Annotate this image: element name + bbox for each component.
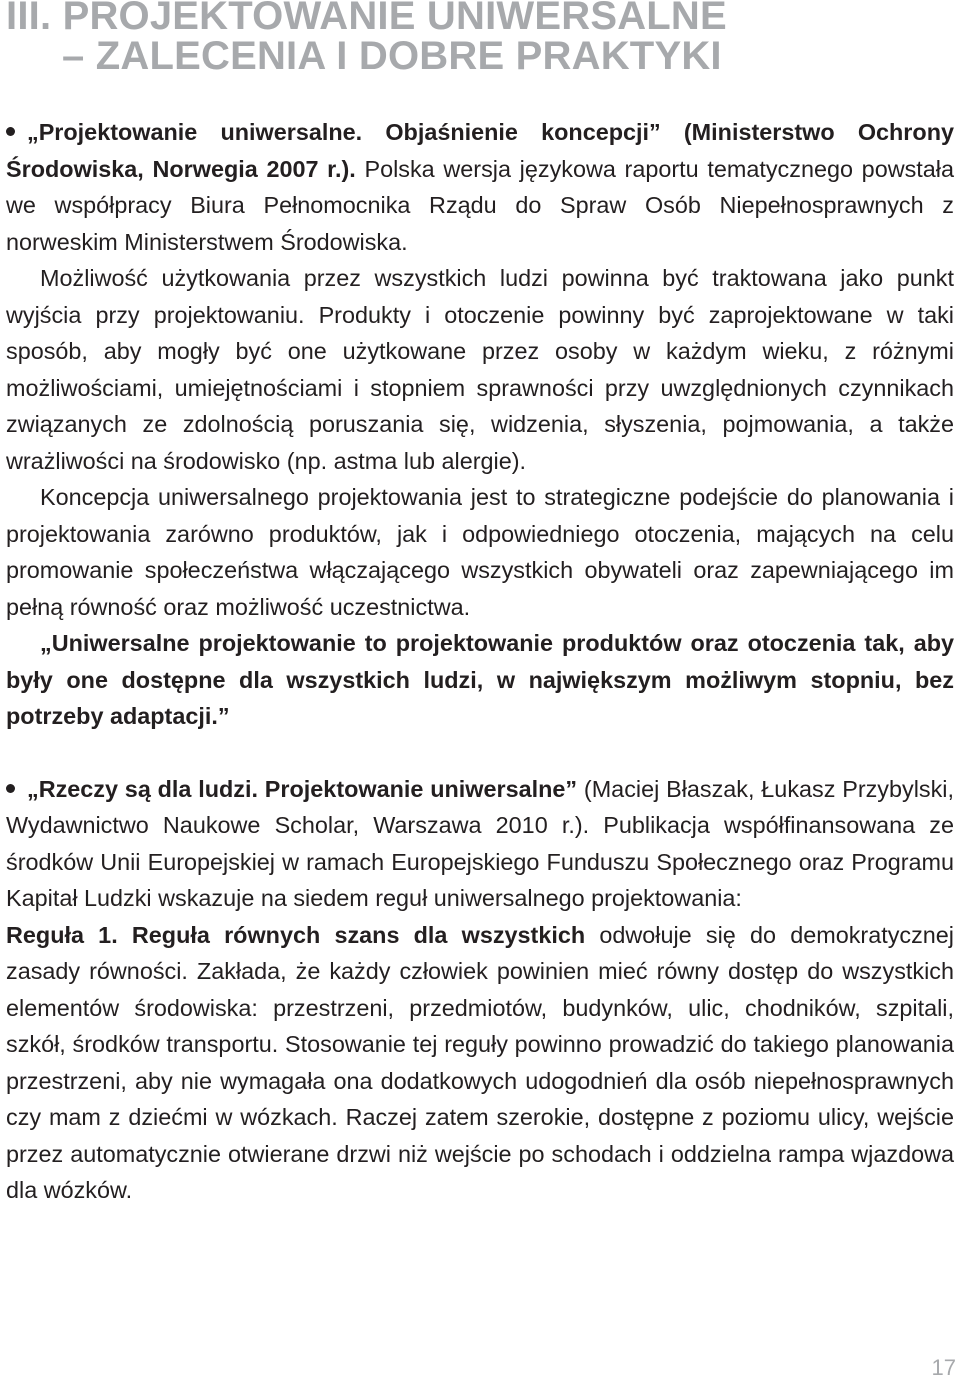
- bullet-icon: [6, 127, 15, 136]
- source-title-2: „Rzeczy są dla ludzi. Projektowanie uniwersalne”: [27, 775, 578, 802]
- body-text: [6, 114, 954, 1209]
- bullet-item-norway-report: [6, 114, 954, 260]
- section-heading: [6, 0, 727, 76]
- paragraph-spacer: [6, 735, 954, 771]
- source-description-2: (Maciej Błaszak, Łukasz Przybylski, Wydawnictwo Naukowe Scholar, Warszawa 2010 r.). Publikacja współfinansowana ze środków Unii Europejskiej w ramach Europejskiego Funduszu Społecznego oraz Programu Kapitał Ludzki wskazuje na siedem reguł uniwersalnego projektowania:: [6, 775, 954, 911]
- page-number: 17: [931, 1355, 956, 1380]
- source-title-1: „Projektowanie uniwersalne. Objaśnienie koncepcji” (Ministerstwo Ochrony Środowiska, Norwegia 2007 r.).: [6, 119, 954, 182]
- bullet-item-blaszak-book: [6, 771, 954, 917]
- definition-quote: [6, 625, 954, 735]
- rule-1-text: odwołuje się do demokratycznej zasady równości. Zakłada, że każdy człowiek powinien mieć równy dostęp do wszystkich elementów środowiska: przestrzeni, przedmiotów, budynków, ulic, chodników, szpitali, szkół, środków transportu. Stosowanie tej reguły powinno prowadzić do takiego planowania przestrzeni, aby nie wymagała ona dodatkowych udogodnień dla osób niepełnosprawnych czy mam z dziećmi w wózkach. Raczej zatem szerokie, dostępne z poziomu ulicy, wejście przez automatycznie otwierane drzwi niż wejście po schodach i oddzielna rampa wjazdowa dla wózków.: [6, 921, 955, 1203]
- paragraph-concept: Koncepcja uniwersalnego projektowania jest to strategiczne podejście do planowania i projektowania zarówno produktów, jak i odpowiedniego otoczenia, mających na celu promowanie społeczeństwa włączającego wszystkich obywateli oraz zapewniającego im pełną równość oraz możliwość uczestnictwa.: [6, 484, 954, 620]
- heading-line-2: – ZALECENIA I DOBRE PRAKTYKI: [62, 34, 722, 78]
- source-description-1: Polska wersja językowa raportu tematycznego powstała we współpracy Biura Pełnomocnika Rządu do Spraw Osób Niepełnosprawnych z norweskim Ministerstwem Środowiska.: [6, 155, 954, 255]
- bullet-icon: [6, 784, 15, 793]
- rule-1-paragraph: [6, 917, 954, 1209]
- rule-1-title: Reguła 1. Reguła równych szans dla wszystkich: [6, 921, 586, 948]
- definition-quote-text: „Uniwersalne projektowanie to projektowanie produktów oraz otoczenia tak, aby były one dostępne dla wszystkich ludzi, w największym możliwym stopniu, bez potrzeby adaptacji.”: [6, 630, 954, 729]
- paragraph-usability: Możliwość użytkowania przez wszystkich ludzi powinna być traktowana jako punkt wyjścia przy projektowaniu. Produkty i otoczenie powinny być zaprojektowane w taki sposób, aby mogły być one użytkowane przez osoby w każdym wieku, z różnymi możliwościami, umiejętnościami i stopniem sprawności przy uwzględnionych czynnikach związanych ze zdolnością poruszania się, widzenia, słyszenia, pojmowania, a także wrażliwości na środowisko (np. astma lub alergie).: [6, 265, 954, 474]
- heading-line-1: III. PROJEKTOWANIE UNIWERSALNE: [6, 0, 727, 38]
